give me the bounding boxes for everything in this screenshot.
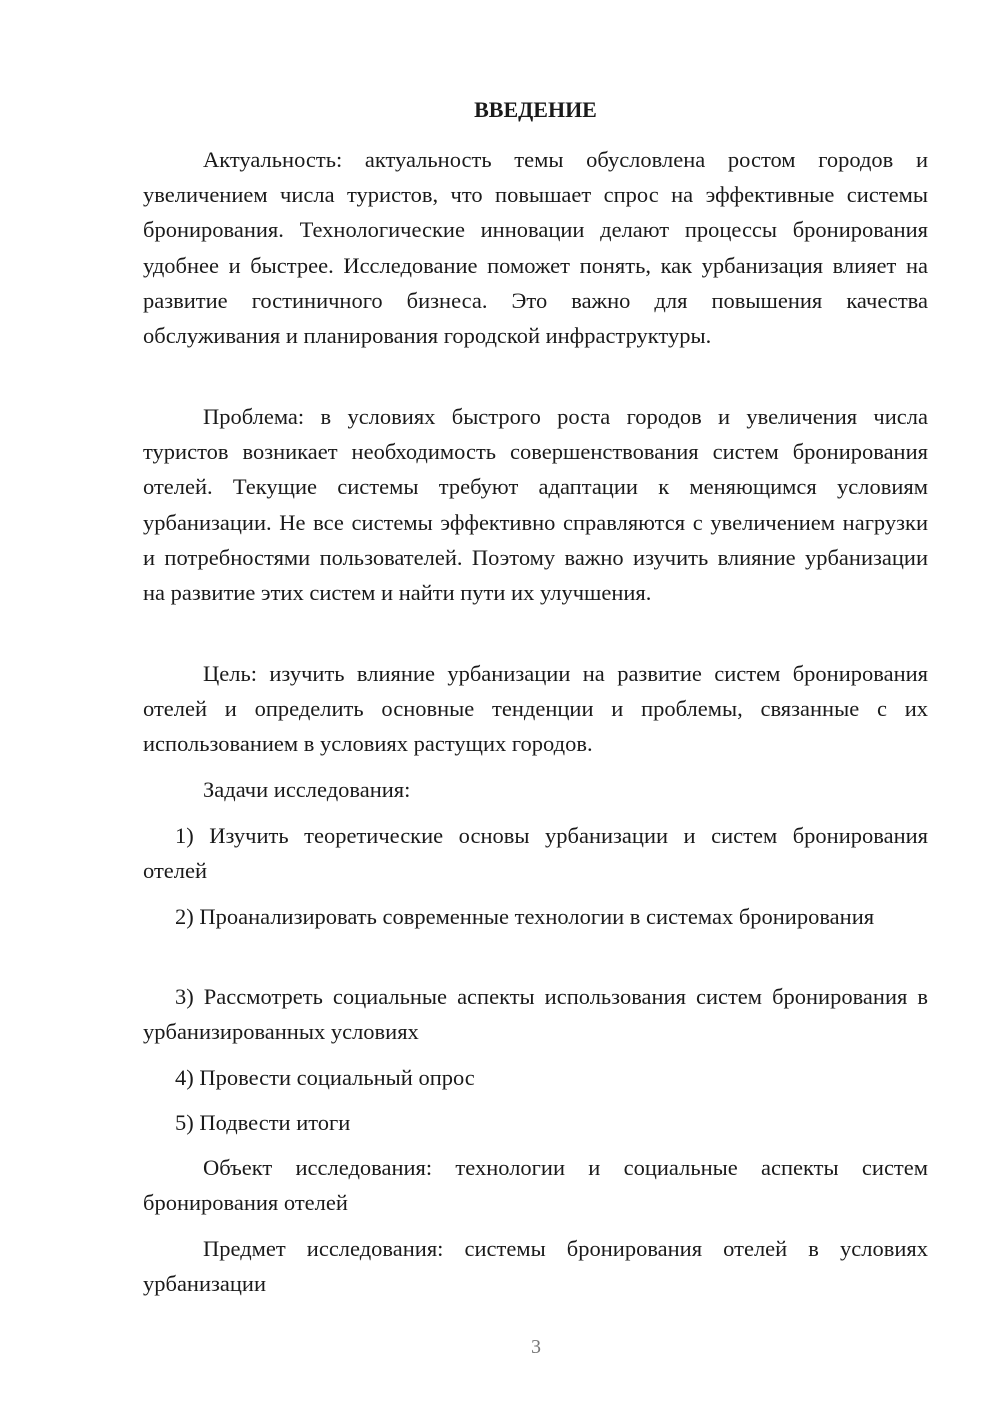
goal-paragraph: Цель: изучить влияние урбанизации на развитие систем бронирования отелей и определить основные тенденции и проблемы, связанные с их использованием в условиях растущих городов. xyxy=(143,661,928,757)
section-heading: ВВЕДЕНИЕ xyxy=(474,97,597,122)
problem-paragraph: Проблема: в условиях быстрого роста городов и увеличения числа туристов возникает необходимость совершенствования систем бронирования отелей. Текущие системы требуют адаптации к меняющимся условиям урбанизации. Не все системы эффективно справляются с увеличением нагрузки и потребностями пользователей. Поэтому важно изучить влияние урбанизации на развитие этих систем и найти пути их улучшения. xyxy=(143,404,928,606)
page-number: 3 xyxy=(531,1336,541,1358)
task-item-5: 5) Подвести итоги xyxy=(175,1110,351,1135)
relevance-paragraph: Актуальность: актуальность темы обусловлена ростом городов и увеличением числа туристов, что повышает спрос на эффективные системы бронирования. Технологические инновации делают процессы бронирования удобнее и быстрее. Исследование поможет понять, как урбанизация влияет на развитие гостиничного бизнеса. Это важно для повышения качества обслуживания и планирования городской инфраструктуры. xyxy=(143,147,928,349)
task-item-4: 4) Провести социальный опрос xyxy=(175,1065,475,1090)
task-item-1: 1) Изучить теоретические основы урбанизации и систем бронирования отелей xyxy=(143,823,928,884)
task-item-2: 2) Проанализировать современные технологии в системах бронирования xyxy=(175,904,875,929)
task-item-3: 3) Рассмотреть социальные аспекты использования систем бронирования в урбанизированных условиях xyxy=(143,984,928,1045)
object-paragraph: Объект исследования: технологии и социальные аспекты систем бронирования отелей xyxy=(143,1155,928,1216)
subject-paragraph: Предмет исследования: системы бронирования отелей в условиях урбанизации xyxy=(143,1236,928,1297)
tasks-heading: Задачи исследования: xyxy=(203,777,411,802)
